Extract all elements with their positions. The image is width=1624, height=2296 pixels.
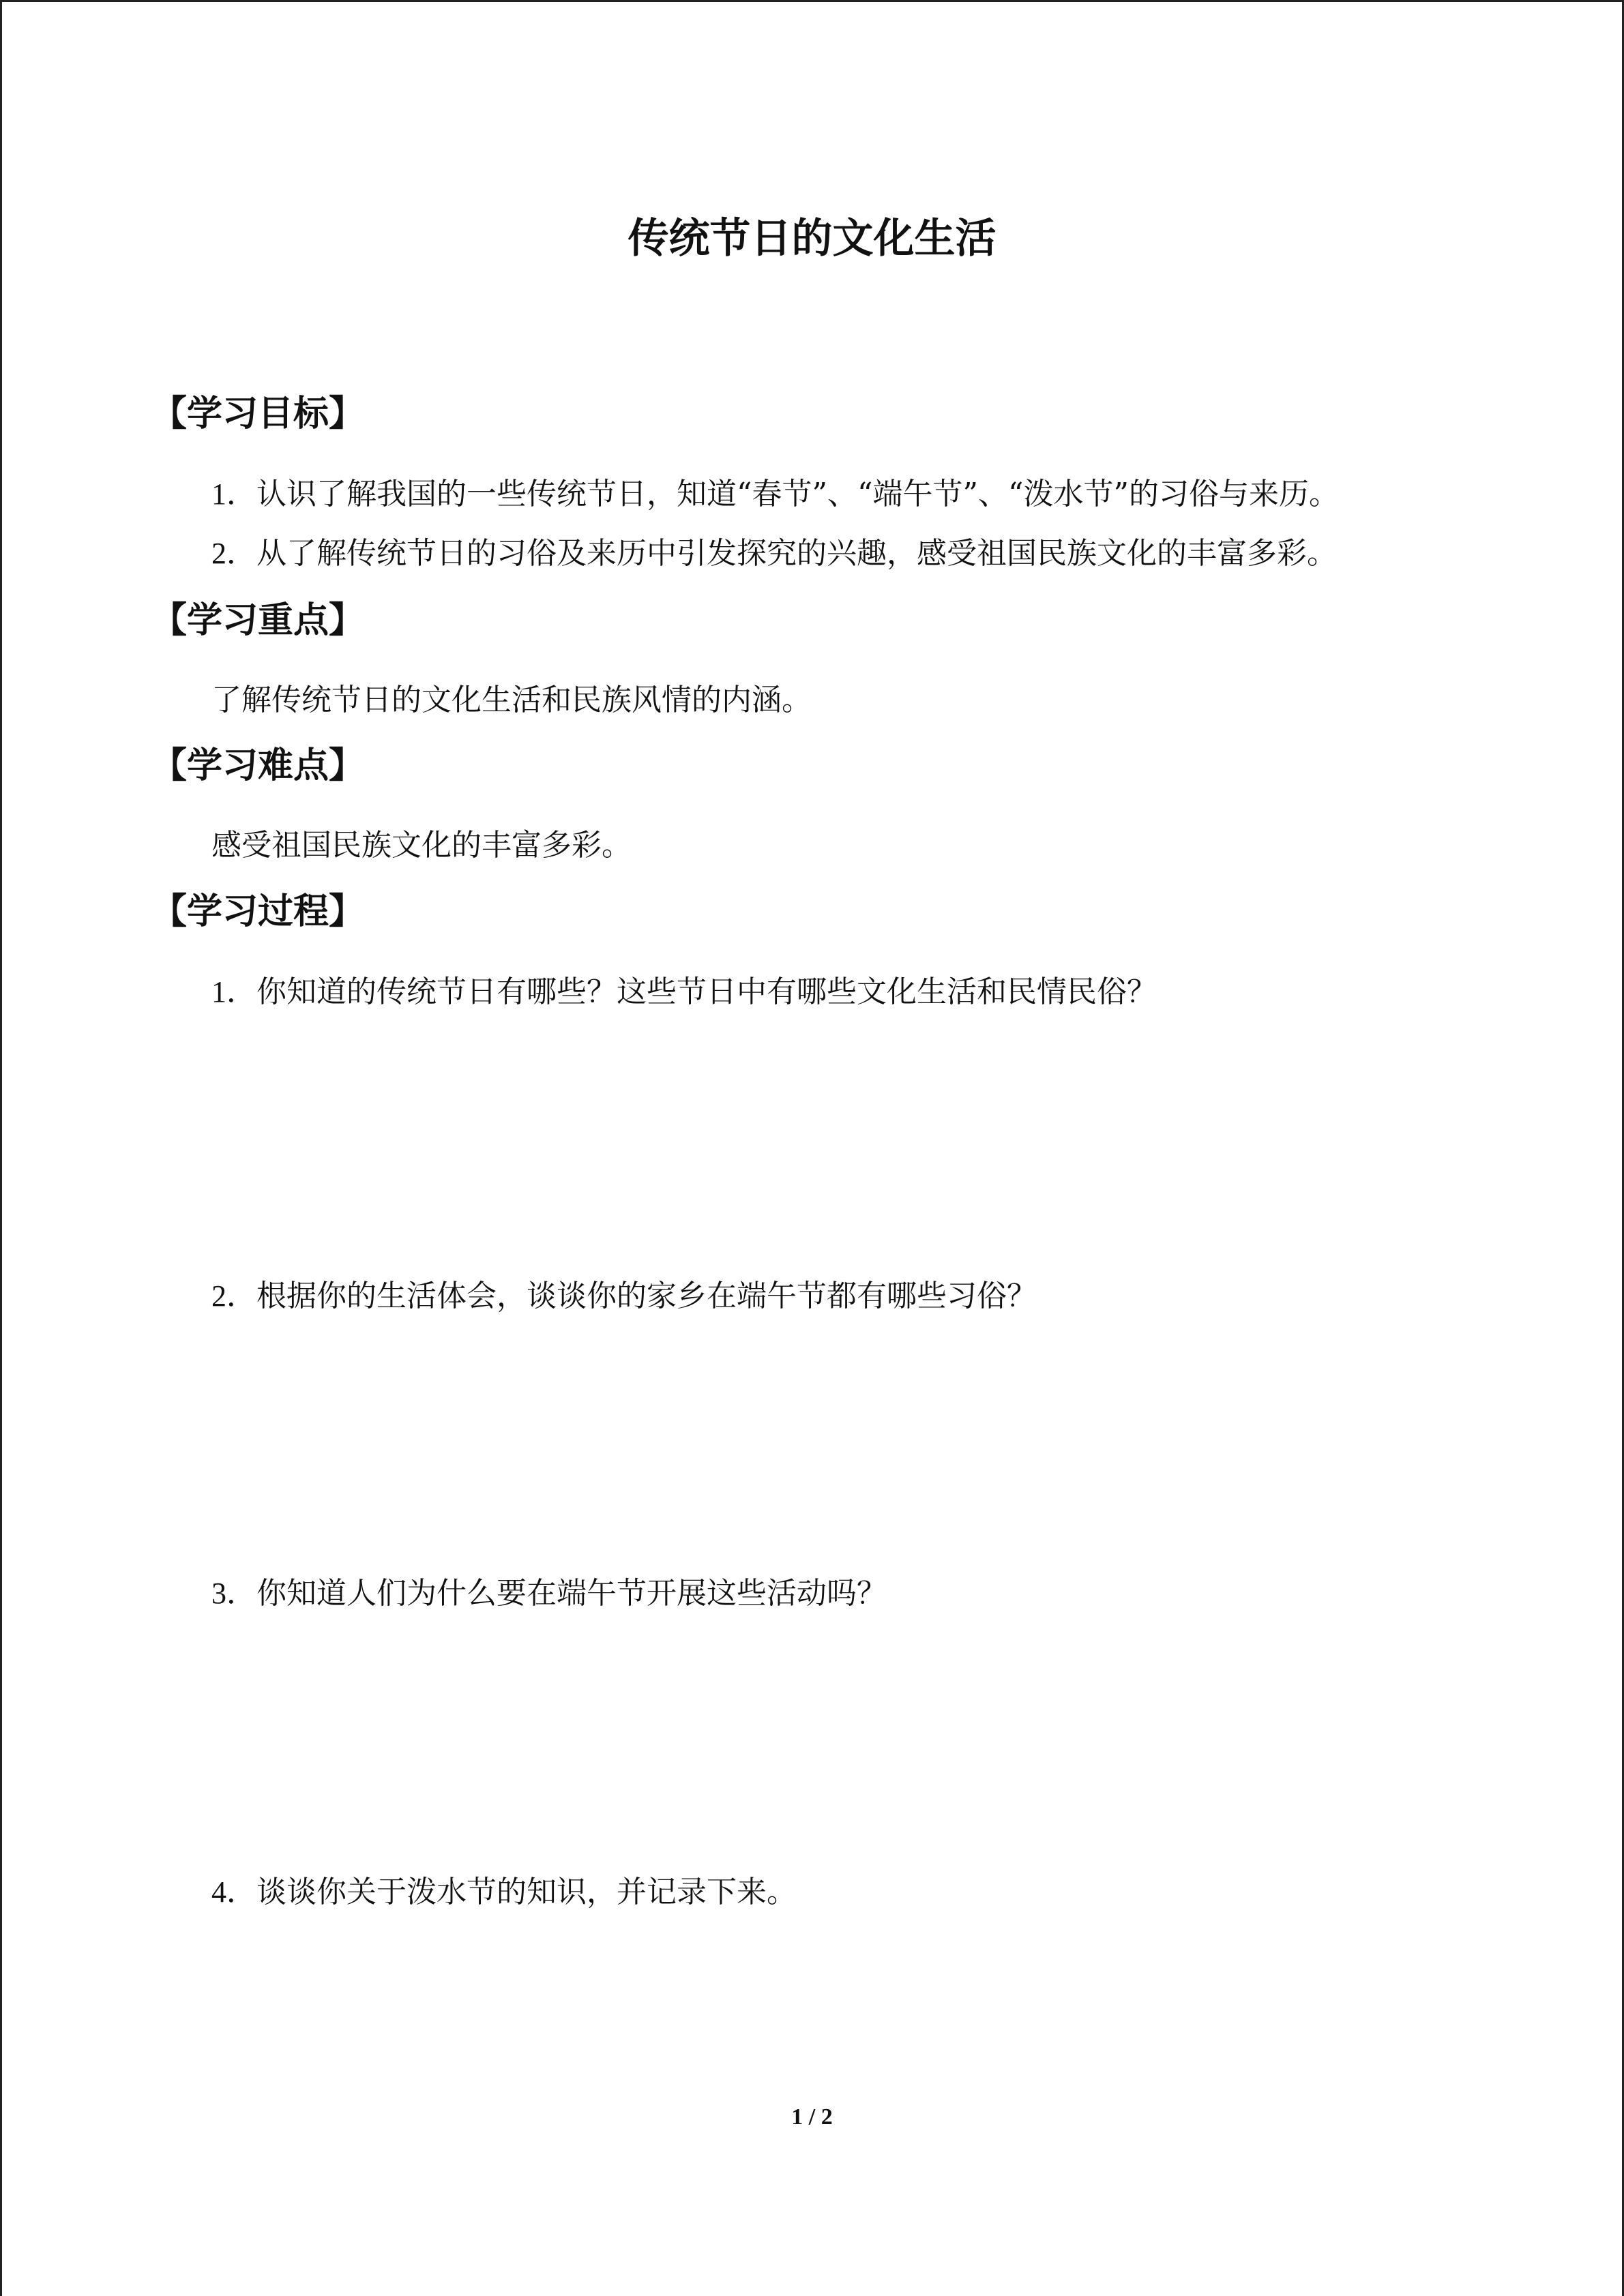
- process-item-2-number: 2．: [211, 1279, 256, 1313]
- process-item-3-number: 3．: [211, 1577, 256, 1610]
- process-item-3-text: 你知道人们为什么要在端午节开展这些活动吗？: [256, 1576, 887, 1611]
- process-item-1: [211, 972, 1157, 1013]
- heading-objectives: 【学习目标】: [151, 393, 365, 434]
- objective-item-1-number: 1．: [211, 477, 256, 511]
- process-item-1-number: 1．: [211, 975, 256, 1009]
- objective-item-1-text: 认识了解我国的一些传统节日，知道“春节”、“端午节”、“泼水节”的习俗与来历。: [256, 477, 1339, 511]
- key-points-text: 了解传统节日的文化生活和民族风情的内涵。: [211, 683, 812, 717]
- objective-item-1: [211, 474, 1339, 515]
- objective-item-2: [211, 533, 1337, 574]
- process-item-4: [211, 1872, 797, 1913]
- heading-difficulties: 【学习难点】: [151, 745, 365, 786]
- process-item-3: [211, 1573, 887, 1614]
- difficulties-text: 感受祖国民族文化的丰富多彩。: [211, 828, 632, 863]
- heading-key-points: 【学习重点】: [151, 600, 365, 641]
- page-indicator: 1 / 2: [791, 2104, 833, 2130]
- process-item-4-text: 谈谈你关于泼水节的知识，并记录下来。: [256, 1875, 797, 1909]
- process-item-2: [211, 1276, 1037, 1317]
- objective-item-2-text: 从了解传统节日的习俗及来历中引发探究的兴趣，感受祖国民族文化的丰富多彩。: [256, 536, 1337, 571]
- process-item-1-text: 你知道的传统节日有哪些？这些节日中有哪些文化生活和民情民俗？: [256, 974, 1157, 1009]
- heading-process: 【学习过程】: [151, 891, 365, 932]
- objective-item-2-number: 2．: [211, 537, 256, 570]
- page-title: 传统节日的文化生活: [628, 215, 996, 263]
- process-item-2-text: 根据你的生活体会，谈谈你的家乡在端午节都有哪些习俗？: [256, 1279, 1037, 1313]
- process-item-4-number: 4．: [211, 1875, 256, 1909]
